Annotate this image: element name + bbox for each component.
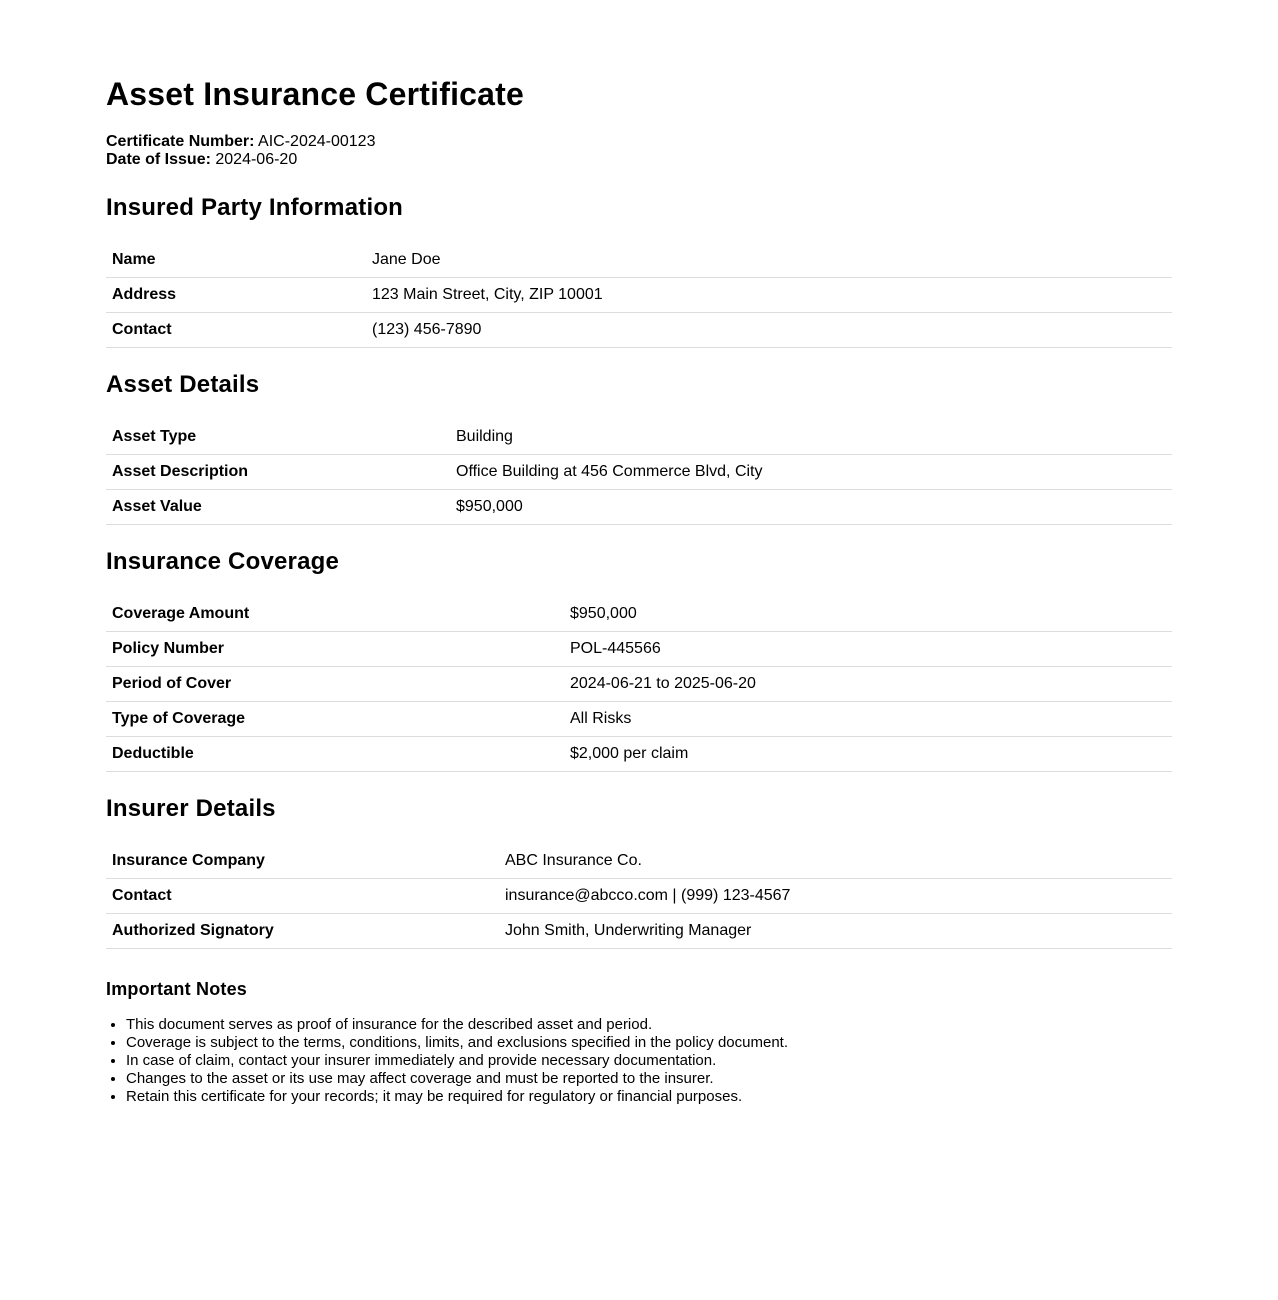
important-notes-section [106,978,1172,1106]
certificate-meta [106,133,375,169]
row-label: Coverage Amount [106,597,564,632]
row-value: insurance@abcco.com | (999) 123-4567 [499,879,1172,914]
table-row [106,702,1172,737]
important-notes-list [106,1016,1172,1106]
row-value: John Smith, Underwriting Manager [499,914,1172,949]
certificate-number-value: AIC-2024-00123 [258,133,376,150]
insurance-coverage-table [106,597,1172,772]
asset-details-heading: Asset Details [106,371,260,398]
row-label: Deductible [106,737,564,772]
list-item: • This document serves as proof of insurance for the described asset and period. [126,1016,1172,1034]
asset-details-section [106,370,1172,525]
table-row [106,737,1172,772]
certificate-number-line [106,133,375,151]
page-title: Asset Insurance Certificate [106,76,525,112]
insured-party-section [106,193,1172,348]
table-row [106,420,1172,455]
row-value: Office Building at 456 Commerce Blvd, City [450,455,1172,490]
table-row [106,667,1172,702]
date-of-issue-label: Date of Issue: [106,151,211,168]
insurer-details-section [106,794,1172,949]
row-value: 123 Main Street, City, ZIP 10001 [366,278,1172,313]
row-value: $2,000 per claim [564,737,1172,772]
date-of-issue-line [106,151,375,169]
row-label: Asset Value [106,490,450,525]
row-label: Contact [106,313,366,348]
table-row [106,632,1172,667]
insurer-details-heading: Insurer Details [106,795,276,822]
table-row [106,490,1172,525]
row-label: Asset Description [106,455,450,490]
insurer-details-table [106,844,1172,949]
row-label: Name [106,243,366,278]
row-label: Asset Type [106,420,450,455]
table-row [106,455,1172,490]
row-label: Authorized Signatory [106,914,499,949]
table-row [106,313,1172,348]
table-row [106,914,1172,949]
date-of-issue-value: 2024-06-20 [215,151,298,168]
row-label: Type of Coverage [106,702,564,737]
row-value: Building [450,420,1172,455]
list-item: • Changes to the asset or its use may affect coverage and must be reported to the insurer. [126,1070,1172,1088]
row-label: Address [106,278,366,313]
list-item: • Retain this certificate for your records; it may be required for regulatory or financial purposes. [126,1088,1172,1106]
table-row [106,844,1172,879]
row-value: Jane Doe [366,243,1172,278]
certificate-number-label: Certificate Number: [106,133,255,150]
table-row [106,597,1172,632]
row-value: $950,000 [450,490,1172,525]
row-value: POL-445566 [564,632,1172,667]
list-item: • In case of claim, contact your insurer immediately and provide necessary documentation. [126,1052,1172,1070]
insurance-coverage-heading: Insurance Coverage [106,548,340,575]
insured-party-heading: Insured Party Information [106,194,404,221]
table-row [106,278,1172,313]
row-label: Period of Cover [106,667,564,702]
row-value: 2024-06-21 to 2025-06-20 [564,667,1172,702]
row-label: Contact [106,879,499,914]
table-row [106,243,1172,278]
row-value: ABC Insurance Co. [499,844,1172,879]
row-value: $950,000 [564,597,1172,632]
row-label: Policy Number [106,632,564,667]
row-value: (123) 456-7890 [366,313,1172,348]
asset-details-table [106,420,1172,525]
table-row [106,879,1172,914]
row-label: Insurance Company [106,844,499,879]
row-value: All Risks [564,702,1172,737]
important-notes-heading: Important Notes [106,979,248,999]
list-item: • Coverage is subject to the terms, conditions, limits, and exclusions specified in the policy document. [126,1034,1172,1052]
insurance-coverage-section [106,547,1172,772]
insured-party-table [106,243,1172,348]
